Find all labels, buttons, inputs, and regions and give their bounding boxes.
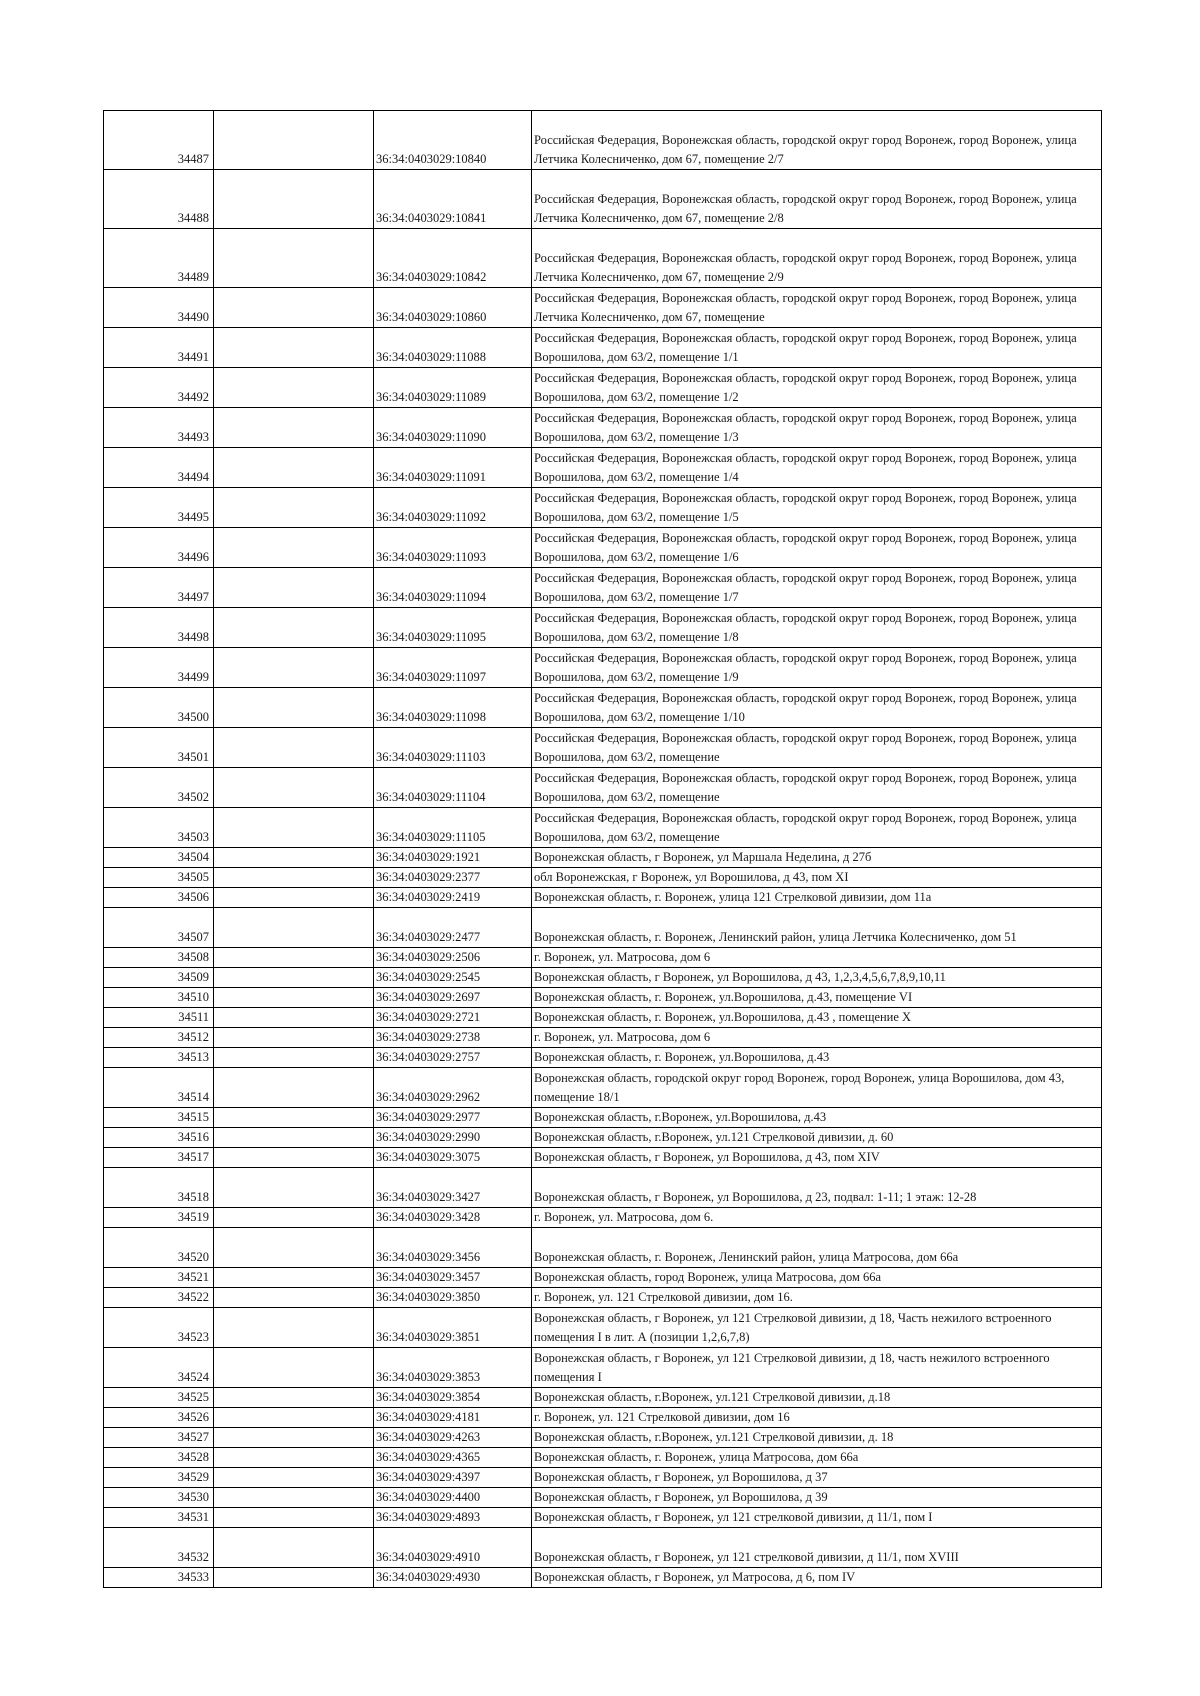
address: Воронежская область, г Воронеж, ул Ворошилова, д 37	[532, 1468, 1102, 1488]
table-row	[104, 111, 1102, 170]
table-row	[104, 1128, 1102, 1148]
cadastral-number: 36:34:0403029:3851	[374, 1308, 532, 1348]
table-row	[104, 868, 1102, 888]
row-number: 34505	[104, 868, 214, 888]
row-number: 34497	[104, 568, 214, 608]
table-row	[104, 888, 1102, 908]
address: Российская Федерация, Воронежская область, городской округ город Воронеж, город Воронеж, улица Летчика Колесниченко, дом 67, помещение 2/8	[532, 170, 1102, 229]
table-row	[104, 1108, 1102, 1128]
table-row	[104, 368, 1102, 408]
table-row	[104, 328, 1102, 368]
empty-cell	[214, 448, 374, 488]
row-number: 34488	[104, 170, 214, 229]
row-number: 34490	[104, 288, 214, 328]
empty-cell	[214, 1128, 374, 1148]
empty-cell	[214, 368, 374, 408]
address: Российская Федерация, Воронежская область, городской округ город Воронеж, город Воронеж, улица Ворошилова, дом 63/2, помещение 1/7	[532, 568, 1102, 608]
table-row	[104, 948, 1102, 968]
table-row	[104, 1288, 1102, 1308]
cadastral-number: 36:34:0403029:4893	[374, 1508, 532, 1528]
row-number: 34507	[104, 908, 214, 948]
table-row	[104, 848, 1102, 868]
address: Российская Федерация, Воронежская область, городской округ город Воронеж, город Воронеж, улица Ворошилова, дом 63/2, помещение 1/9	[532, 648, 1102, 688]
empty-cell	[214, 1108, 374, 1128]
row-number: 34525	[104, 1388, 214, 1408]
empty-cell	[214, 1348, 374, 1388]
empty-cell	[214, 728, 374, 768]
address: Российская Федерация, Воронежская область, городской округ город Воронеж, город Воронеж, улица Ворошилова, дом 63/2, помещение 1/4	[532, 448, 1102, 488]
row-number: 34515	[104, 1108, 214, 1128]
row-number: 34509	[104, 968, 214, 988]
cadastral-number: 36:34:0403029:3427	[374, 1168, 532, 1208]
empty-cell	[214, 1148, 374, 1168]
cadastral-number: 36:34:0403029:2738	[374, 1028, 532, 1048]
table-row	[104, 229, 1102, 288]
cadastral-number: 36:34:0403029:11103	[374, 728, 532, 768]
empty-cell	[214, 1068, 374, 1108]
cadastral-number: 36:34:0403029:4263	[374, 1428, 532, 1448]
cadastral-number: 36:34:0403029:3853	[374, 1348, 532, 1388]
cadastral-number: 36:34:0403029:11104	[374, 768, 532, 808]
empty-cell	[214, 648, 374, 688]
table-row	[104, 1508, 1102, 1528]
row-number: 34518	[104, 1168, 214, 1208]
cadastral-number: 36:34:0403029:3075	[374, 1148, 532, 1168]
table-row	[104, 988, 1102, 1008]
row-number: 34528	[104, 1448, 214, 1468]
address: Воронежская область, г. Воронеж, Ленинский район, улица Матросова, дом 66а	[532, 1228, 1102, 1268]
address: г. Воронеж, ул. 121 Стрелковой дивизии, дом 16	[532, 1408, 1102, 1428]
address: Российская Федерация, Воронежская область, городской округ город Воронеж, город Воронеж, улица Летчика Колесниченко, дом 67, помещение	[532, 288, 1102, 328]
address: Российская Федерация, Воронежская область, городской округ город Воронеж, город Воронеж, улица Ворошилова, дом 63/2, помещение	[532, 728, 1102, 768]
row-number: 34522	[104, 1288, 214, 1308]
empty-cell	[214, 1528, 374, 1568]
address: Воронежская область, г. Воронеж, Ленинский район, улица Летчика Колесниченко, дом 51	[532, 908, 1102, 948]
cadastral-number: 36:34:0403029:10842	[374, 229, 532, 288]
table-row	[104, 408, 1102, 448]
row-number: 34494	[104, 448, 214, 488]
address: Российская Федерация, Воронежская область, городской округ город Воронеж, город Воронеж, улица Ворошилова, дом 63/2, помещение	[532, 768, 1102, 808]
cadastral-number: 36:34:0403029:2721	[374, 1008, 532, 1028]
address: Воронежская область, г Воронеж, ул Ворошилова, д 43, 1,2,3,4,5,6,7,8,9,10,11	[532, 968, 1102, 988]
row-number: 34495	[104, 488, 214, 528]
empty-cell	[214, 688, 374, 728]
empty-cell	[214, 111, 374, 170]
row-number: 34527	[104, 1428, 214, 1448]
table-row	[104, 1568, 1102, 1588]
table-row	[104, 568, 1102, 608]
table-row	[104, 728, 1102, 768]
row-number: 34491	[104, 328, 214, 368]
cadastral-number: 36:34:0403029:4397	[374, 1468, 532, 1488]
row-number: 34530	[104, 1488, 214, 1508]
empty-cell	[214, 1028, 374, 1048]
address: Воронежская область, г. Воронеж, улица 121 Стрелковой дивизии, дом 11а	[532, 888, 1102, 908]
row-number: 34512	[104, 1028, 214, 1048]
row-number: 34508	[104, 948, 214, 968]
table-row	[104, 1228, 1102, 1268]
address: Воронежская область, г. Воронеж, ул.Ворошилова, д.43	[532, 1048, 1102, 1068]
empty-cell	[214, 1388, 374, 1408]
cadastral-number: 36:34:0403029:3854	[374, 1388, 532, 1408]
address: Воронежская область, г Воронеж, ул Ворошилова, д 23, подвал: 1-11; 1 этаж: 12-28	[532, 1168, 1102, 1208]
table-row	[104, 768, 1102, 808]
table-row	[104, 1008, 1102, 1028]
table-row	[104, 1488, 1102, 1508]
row-number: 34523	[104, 1308, 214, 1348]
address: Российская Федерация, Воронежская область, городской округ город Воронеж, город Воронеж, улица Летчика Колесниченко, дом 67, помещение 2/7	[532, 111, 1102, 170]
table-row	[104, 1388, 1102, 1408]
cadastral-number: 36:34:0403029:1921	[374, 848, 532, 868]
table-body	[104, 111, 1102, 1588]
empty-cell	[214, 328, 374, 368]
empty-cell	[214, 170, 374, 229]
row-number: 34519	[104, 1208, 214, 1228]
row-number: 34511	[104, 1008, 214, 1028]
cadastral-number: 36:34:0403029:10860	[374, 288, 532, 328]
empty-cell	[214, 1168, 374, 1208]
row-number: 34524	[104, 1348, 214, 1388]
address: Российская Федерация, Воронежская область, городской округ город Воронеж, город Воронеж, улица Летчика Колесниченко, дом 67, помещение 2/9	[532, 229, 1102, 288]
address: Российская Федерация, Воронежская область, городской округ город Воронеж, город Воронеж, улица Ворошилова, дом 63/2, помещение 1/10	[532, 688, 1102, 728]
cadastral-number: 36:34:0403029:4930	[374, 1568, 532, 1588]
empty-cell	[214, 1508, 374, 1528]
table-row	[104, 1308, 1102, 1348]
row-number: 34513	[104, 1048, 214, 1068]
address: Воронежская область, г Воронеж, ул Матросова, д 6, пом IV	[532, 1568, 1102, 1588]
empty-cell	[214, 948, 374, 968]
table-row	[104, 608, 1102, 648]
address: г. Воронеж, ул. Матросова, дом 6.	[532, 1208, 1102, 1228]
empty-cell	[214, 1208, 374, 1228]
document-table	[103, 110, 1102, 1588]
row-number: 34532	[104, 1528, 214, 1568]
cadastral-number: 36:34:0403029:11092	[374, 488, 532, 528]
table-row	[104, 488, 1102, 528]
table-row	[104, 908, 1102, 948]
empty-cell	[214, 1228, 374, 1268]
empty-cell	[214, 1428, 374, 1448]
empty-cell	[214, 908, 374, 948]
table-row	[104, 808, 1102, 848]
row-number: 34526	[104, 1408, 214, 1428]
cadastral-number: 36:34:0403029:3428	[374, 1208, 532, 1228]
address: Воронежская область, г Воронеж, ул 121 Стрелковой дивизии, д 18, часть нежилого встроенного помещения I	[532, 1348, 1102, 1388]
cadastral-number: 36:34:0403029:11093	[374, 528, 532, 568]
empty-cell	[214, 1288, 374, 1308]
table-row	[104, 648, 1102, 688]
cadastral-number: 36:34:0403029:11090	[374, 408, 532, 448]
row-number: 34510	[104, 988, 214, 1008]
row-number: 34533	[104, 1568, 214, 1588]
empty-cell	[214, 1008, 374, 1028]
empty-cell	[214, 768, 374, 808]
empty-cell	[214, 568, 374, 608]
address: Воронежская область, г Воронеж, ул Ворошилова, д 39	[532, 1488, 1102, 1508]
cadastral-number: 36:34:0403029:2757	[374, 1048, 532, 1068]
row-number: 34516	[104, 1128, 214, 1148]
row-number: 34498	[104, 608, 214, 648]
empty-cell	[214, 988, 374, 1008]
address: Воронежская область, г Воронеж, ул 121 стрелковой дивизии, д 11/1, пом XVIII	[532, 1528, 1102, 1568]
table-row	[104, 1528, 1102, 1568]
cadastral-number: 36:34:0403029:2990	[374, 1128, 532, 1148]
address: Воронежская область, г. Воронеж, ул.Ворошилова, д.43 , помещение X	[532, 1008, 1102, 1028]
address: г. Воронеж, ул. Матросова, дом 6	[532, 948, 1102, 968]
row-number: 34493	[104, 408, 214, 448]
row-number: 34531	[104, 1508, 214, 1528]
table-row	[104, 688, 1102, 728]
row-number: 34487	[104, 111, 214, 170]
row-number: 34520	[104, 1228, 214, 1268]
cadastral-number: 36:34:0403029:4365	[374, 1448, 532, 1468]
cadastral-number: 36:34:0403029:4181	[374, 1408, 532, 1428]
table-row	[104, 1068, 1102, 1108]
address: Воронежская область, г Воронеж, ул 121 стрелковой дивизии, д 11/1, пом I	[532, 1508, 1102, 1528]
row-number: 34529	[104, 1468, 214, 1488]
row-number: 34502	[104, 768, 214, 808]
address: Российская Федерация, Воронежская область, городской округ город Воронеж, город Воронеж, улица Ворошилова, дом 63/2, помещение 1/3	[532, 408, 1102, 448]
address: Воронежская область, г.Воронеж, ул.121 Стрелковой дивизии, д. 18	[532, 1428, 1102, 1448]
row-number: 34499	[104, 648, 214, 688]
empty-cell	[214, 408, 374, 448]
cadastral-number: 36:34:0403029:2545	[374, 968, 532, 988]
table-row	[104, 1428, 1102, 1448]
empty-cell	[214, 288, 374, 328]
cadastral-number: 36:34:0403029:2377	[374, 868, 532, 888]
table-row	[104, 1268, 1102, 1288]
row-number: 34514	[104, 1068, 214, 1108]
empty-cell	[214, 1268, 374, 1288]
address: Воронежская область, г. Воронеж, улица Матросова, дом 66а	[532, 1448, 1102, 1468]
cadastral-number: 36:34:0403029:11088	[374, 328, 532, 368]
empty-cell	[214, 1408, 374, 1428]
row-number: 34489	[104, 229, 214, 288]
cadastral-number: 36:34:0403029:2506	[374, 948, 532, 968]
address: Российская Федерация, Воронежская область, городской округ город Воронеж, город Воронеж, улица Ворошилова, дом 63/2, помещение 1/8	[532, 608, 1102, 648]
cadastral-number: 36:34:0403029:11091	[374, 448, 532, 488]
cadastral-number: 36:34:0403029:10841	[374, 170, 532, 229]
cadastral-number: 36:34:0403029:3457	[374, 1268, 532, 1288]
cadastral-number: 36:34:0403029:3456	[374, 1228, 532, 1268]
cadastral-number: 36:34:0403029:11097	[374, 648, 532, 688]
address: Воронежская область, городской округ город Воронеж, город Воронеж, улица Ворошилова, дом 43, помещение 18/1	[532, 1068, 1102, 1108]
empty-cell	[214, 1048, 374, 1068]
empty-cell	[214, 1308, 374, 1348]
table-row	[104, 1408, 1102, 1428]
table-row	[104, 1468, 1102, 1488]
empty-cell	[214, 1488, 374, 1508]
row-number: 34503	[104, 808, 214, 848]
address: Воронежская область, г. Воронеж, ул.Ворошилова, д.43, помещение VI	[532, 988, 1102, 1008]
address: Воронежская область, г.Воронеж, ул.Ворошилова, д.43	[532, 1108, 1102, 1128]
table-row	[104, 1208, 1102, 1228]
row-number: 34492	[104, 368, 214, 408]
empty-cell	[214, 848, 374, 868]
cadastral-number: 36:34:0403029:11095	[374, 608, 532, 648]
cadastral-number: 36:34:0403029:11094	[374, 568, 532, 608]
table-row	[104, 1348, 1102, 1388]
empty-cell	[214, 1568, 374, 1588]
empty-cell	[214, 968, 374, 988]
cadastral-number: 36:34:0403029:10840	[374, 111, 532, 170]
address: Российская Федерация, Воронежская область, городской округ город Воронеж, город Воронеж, улица Ворошилова, дом 63/2, помещение 1/5	[532, 488, 1102, 528]
cadastral-number: 36:34:0403029:2977	[374, 1108, 532, 1128]
address: Воронежская область, г Воронеж, ул Маршала Неделина, д 27б	[532, 848, 1102, 868]
table-row	[104, 448, 1102, 488]
row-number: 34521	[104, 1268, 214, 1288]
table-row	[104, 1448, 1102, 1468]
address: Российская Федерация, Воронежская область, городской округ город Воронеж, город Воронеж, улица Ворошилова, дом 63/2, помещение	[532, 808, 1102, 848]
table-row	[104, 288, 1102, 328]
cadastral-number: 36:34:0403029:11089	[374, 368, 532, 408]
table-row	[104, 1048, 1102, 1068]
address: Воронежская область, г.Воронеж, ул.121 Стрелковой дивизии, д. 60	[532, 1128, 1102, 1148]
address: обл Воронежская, г Воронеж, ул Ворошилова, д 43, пом XI	[532, 868, 1102, 888]
table-row	[104, 1028, 1102, 1048]
address: Воронежская область, г Воронеж, ул Ворошилова, д 43, пом XIV	[532, 1148, 1102, 1168]
cadastral-number: 36:34:0403029:3850	[374, 1288, 532, 1308]
cadastral-number: 36:34:0403029:2419	[374, 888, 532, 908]
cadastral-number: 36:34:0403029:2962	[374, 1068, 532, 1108]
address: Воронежская область, город Воронеж, улица Матросова, дом 66а	[532, 1268, 1102, 1288]
row-number: 34517	[104, 1148, 214, 1168]
row-number: 34496	[104, 528, 214, 568]
row-number: 34504	[104, 848, 214, 868]
cadastral-number: 36:34:0403029:11098	[374, 688, 532, 728]
cadastral-number: 36:34:0403029:4400	[374, 1488, 532, 1508]
address: Воронежская область, г Воронеж, ул 121 Стрелковой дивизии, д 18, Часть нежилого встроенного помещения I в лит. А (позиции 1,2,6,7,8)	[532, 1308, 1102, 1348]
table-row	[104, 170, 1102, 229]
empty-cell	[214, 608, 374, 648]
empty-cell	[214, 1448, 374, 1468]
address: г. Воронеж, ул. Матросова, дом 6	[532, 1028, 1102, 1048]
empty-cell	[214, 229, 374, 288]
address: Воронежская область, г.Воронеж, ул.121 Стрелковой дивизии, д.18	[532, 1388, 1102, 1408]
address: Российская Федерация, Воронежская область, городской округ город Воронеж, город Воронеж, улица Ворошилова, дом 63/2, помещение 1/1	[532, 328, 1102, 368]
row-number: 34501	[104, 728, 214, 768]
cadastral-number: 36:34:0403029:4910	[374, 1528, 532, 1568]
empty-cell	[214, 808, 374, 848]
cadastral-number: 36:34:0403029:11105	[374, 808, 532, 848]
cadastral-number: 36:34:0403029:2697	[374, 988, 532, 1008]
address: г. Воронеж, ул. 121 Стрелковой дивизии, дом 16.	[532, 1288, 1102, 1308]
row-number: 34500	[104, 688, 214, 728]
table-row	[104, 1168, 1102, 1208]
empty-cell	[214, 1468, 374, 1488]
cadastral-number: 36:34:0403029:2477	[374, 908, 532, 948]
address: Российская Федерация, Воронежская область, городской округ город Воронеж, город Воронеж, улица Ворошилова, дом 63/2, помещение 1/6	[532, 528, 1102, 568]
table-row	[104, 528, 1102, 568]
address: Российская Федерация, Воронежская область, городской округ город Воронеж, город Воронеж, улица Ворошилова, дом 63/2, помещение 1/2	[532, 368, 1102, 408]
table-row	[104, 1148, 1102, 1168]
empty-cell	[214, 488, 374, 528]
empty-cell	[214, 528, 374, 568]
empty-cell	[214, 888, 374, 908]
empty-cell	[214, 868, 374, 888]
table-row	[104, 968, 1102, 988]
row-number: 34506	[104, 888, 214, 908]
